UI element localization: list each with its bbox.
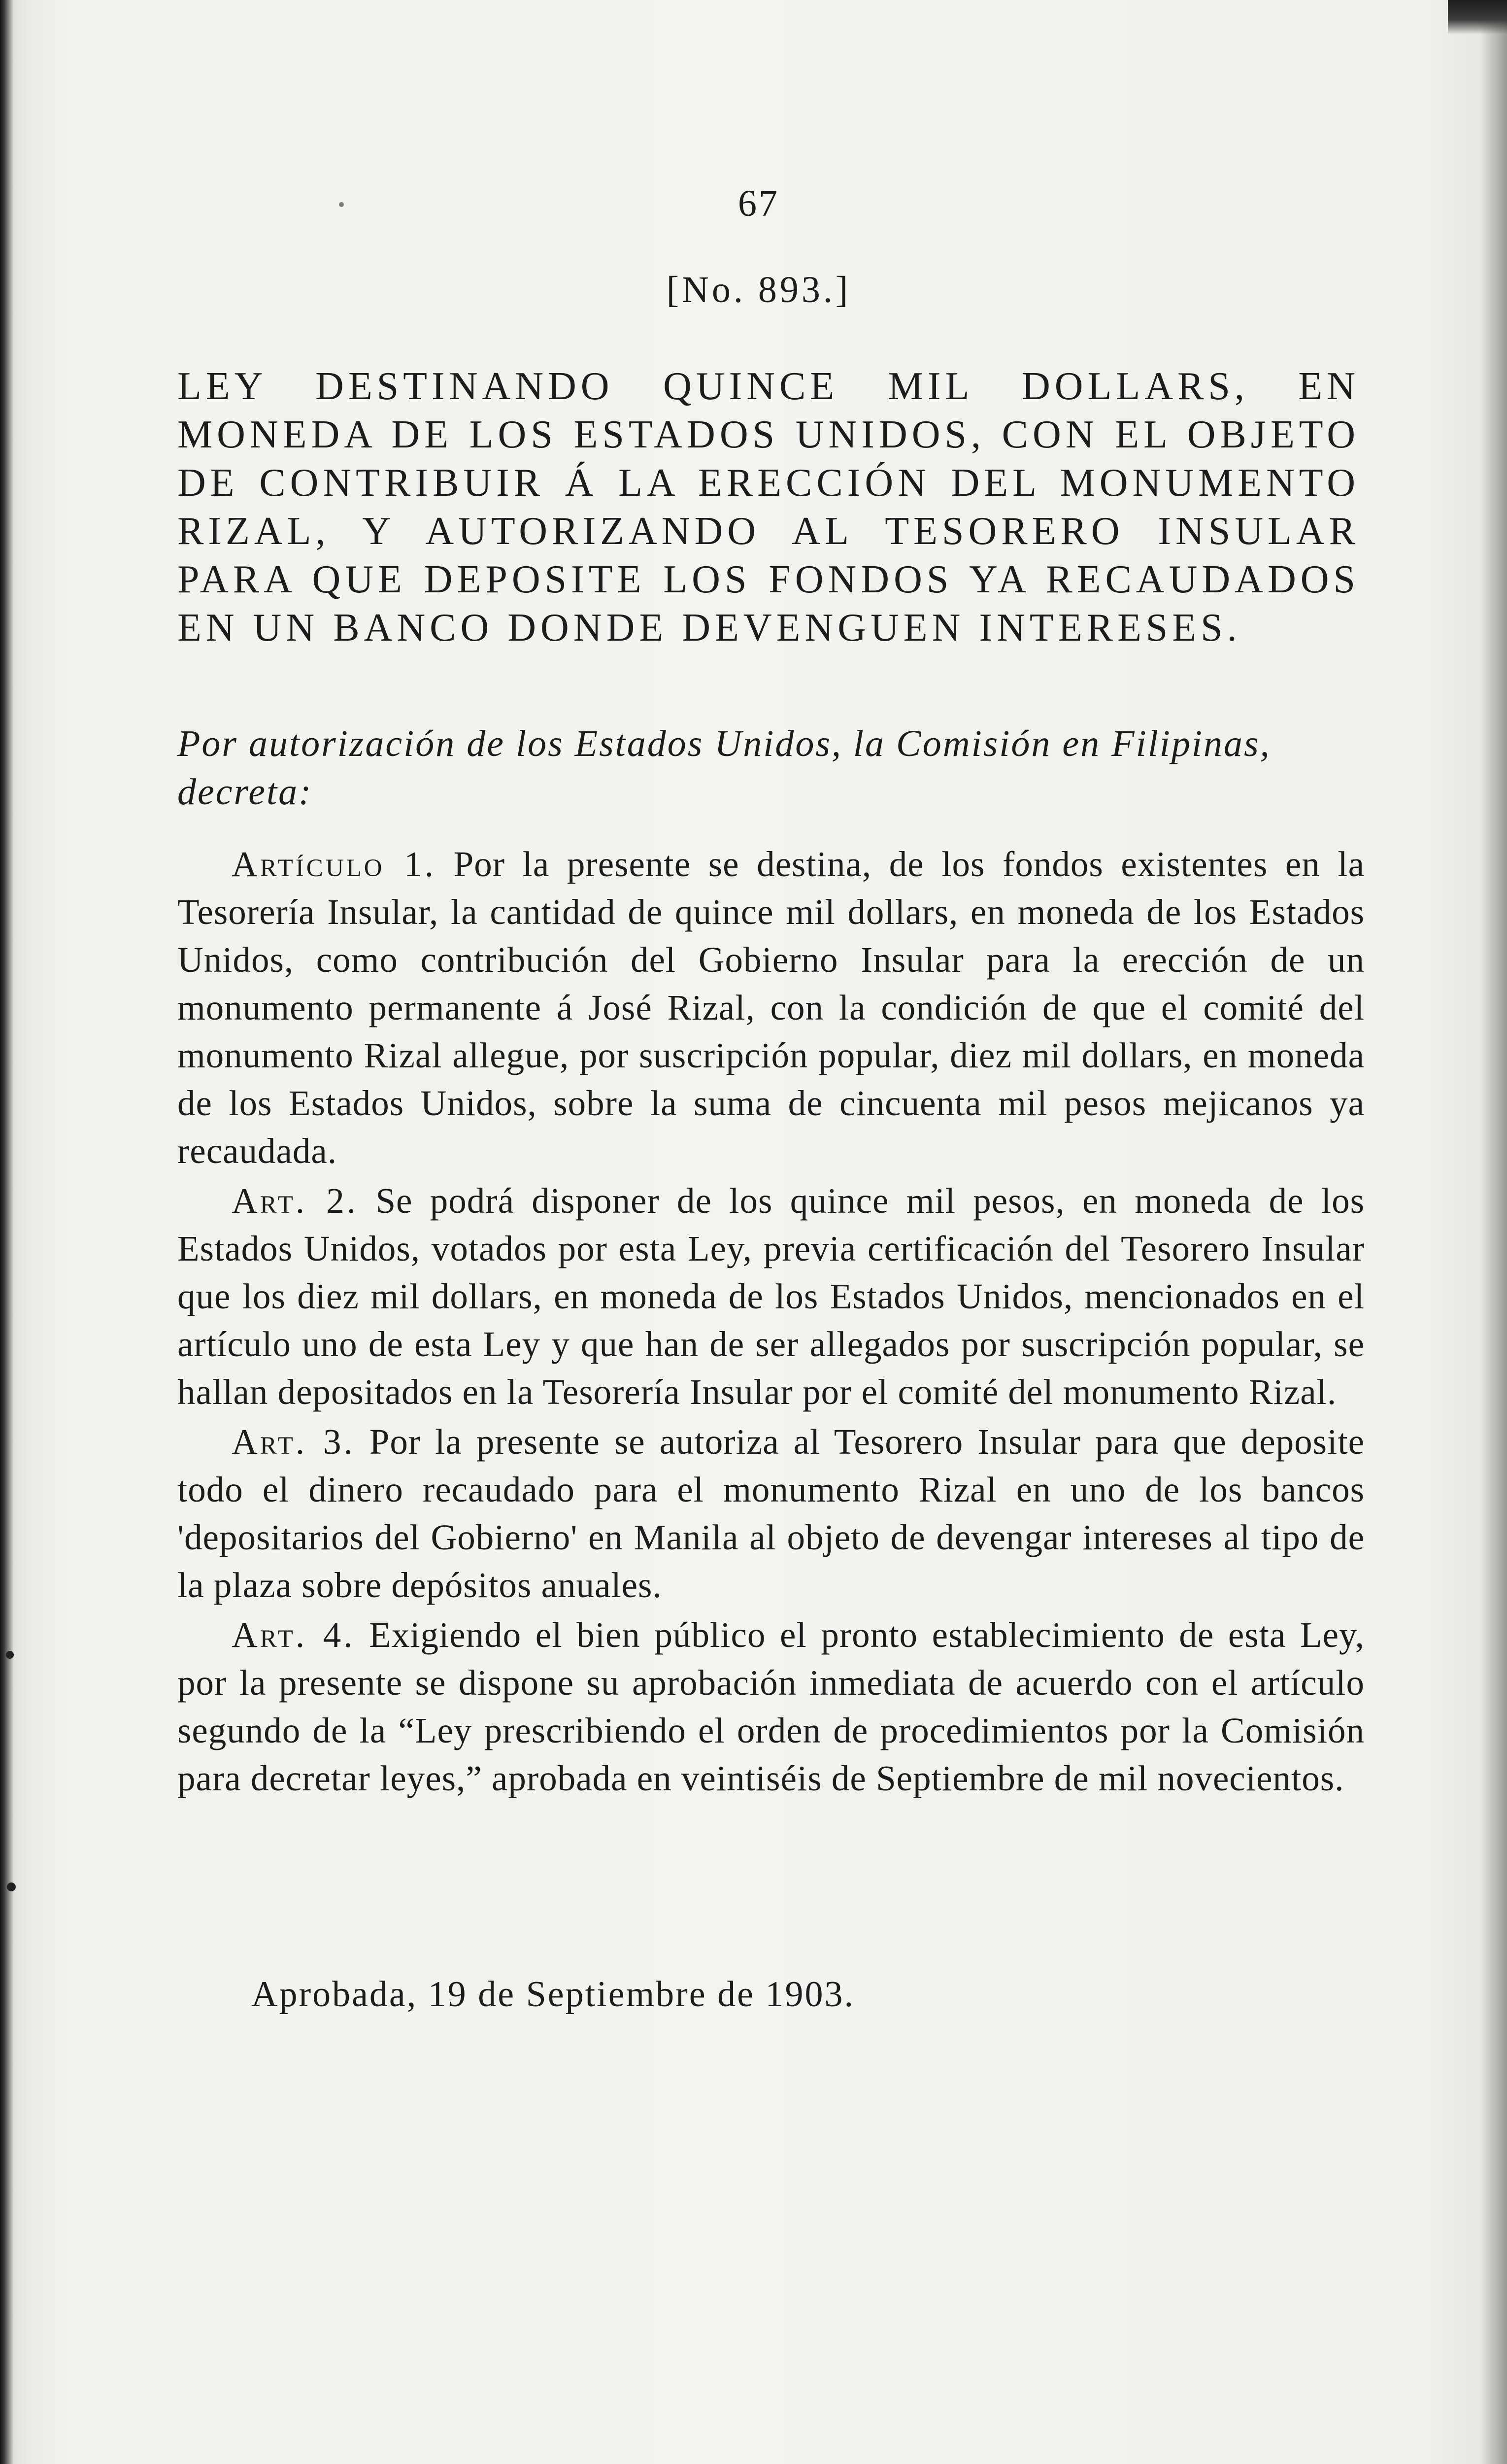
law-title: LEY DESTINANDO QUINCE MIL DOLLARS, EN MONEDA DE LOS ESTADOS UNIDOS, CON EL OBJETO DE CONTRIBUIR Á LA ERECCIÓN DEL MONUMENTO RIZAL, Y AUTORIZANDO AL TESORERO INSULAR PARA QUE DEPOSITE LOS FONDOS YA RECAUDADOS EN UN BANCO DONDE DEVENGUEN INTERESES. <box>177 365 1360 650</box>
approval-date: Aprobada, 19 de Septiembre de 1903. <box>251 1974 855 2015</box>
page-number: 67 <box>738 183 779 224</box>
article-paragraph <box>177 1611 1365 1802</box>
paper-speck <box>339 202 344 207</box>
law-number: [No. 893.] <box>666 269 851 310</box>
article-lead: Art. 2. <box>232 1181 359 1221</box>
article-text: Exigiendo el bien público el pronto establecimiento de esta Ley, por la presente se dispone su aprobación inmediata de acuerdo con el artículo segundo de la “Ley prescribiendo el orden de procedimientos por la Comisión para decretar leyes,” aprobada en veintiséis de Septiembre de mil novecientos. <box>177 1615 1365 1798</box>
article-lead: Art. 4. <box>232 1615 355 1655</box>
article-text: Por la presente se destina, de los fondos existentes en la Tesorería Insular, la cantidad de quince mil dollars, en moneda de los Estados Unidos, como contribución del Gobierno Insular para la erección de un monumento permanente á José Rizal, con la condición de que el comité del monumento Rizal allegue, por suscripción popular, diez mil dollars, en moneda de los Estados Unidos, sobre la suma de cincuenta mil pesos mejicanos ya recaudada. <box>177 844 1365 1171</box>
article-text: Se podrá disponer de los quince mil pesos, en moneda de los Estados Unidos, votados por esta Ley, previa certificación del Tesorero Insular que los diez mil dollars, en moneda de los Estados Unidos, mencionados en el artículo uno de esta Ley y que han de ser allegados por suscripción popular, se hallan depositados en la Tesorería Insular por el comité del monumento Rizal. <box>177 1181 1365 1412</box>
article-paragraph <box>177 1418 1365 1609</box>
paper-speck <box>6 1651 14 1659</box>
article-text: Por la presente se autoriza al Tesorero Insular para que deposite todo el dinero recaudado para el monumento Rizal en uno de los bancos 'depositarios del Gobierno' en Manila al objeto de devengar intereses al tipo de la plaza sobre depósitos anuales. <box>177 1422 1365 1605</box>
article-lead: Art. 3. <box>232 1422 355 1462</box>
enacting-clause: Por autorización de los Estados Unidos, la Comisión en Filipinas, decreta: <box>177 723 1271 813</box>
page-left-edge <box>0 0 14 2464</box>
article-paragraph <box>177 1177 1365 1416</box>
article-paragraph <box>177 840 1365 1175</box>
page-right-edge <box>1480 0 1507 2464</box>
paper-speck <box>7 1882 16 1891</box>
article-lead: Artículo 1. <box>232 844 436 884</box>
articles-body <box>177 840 1365 1802</box>
page-corner-shadow <box>1448 0 1507 34</box>
